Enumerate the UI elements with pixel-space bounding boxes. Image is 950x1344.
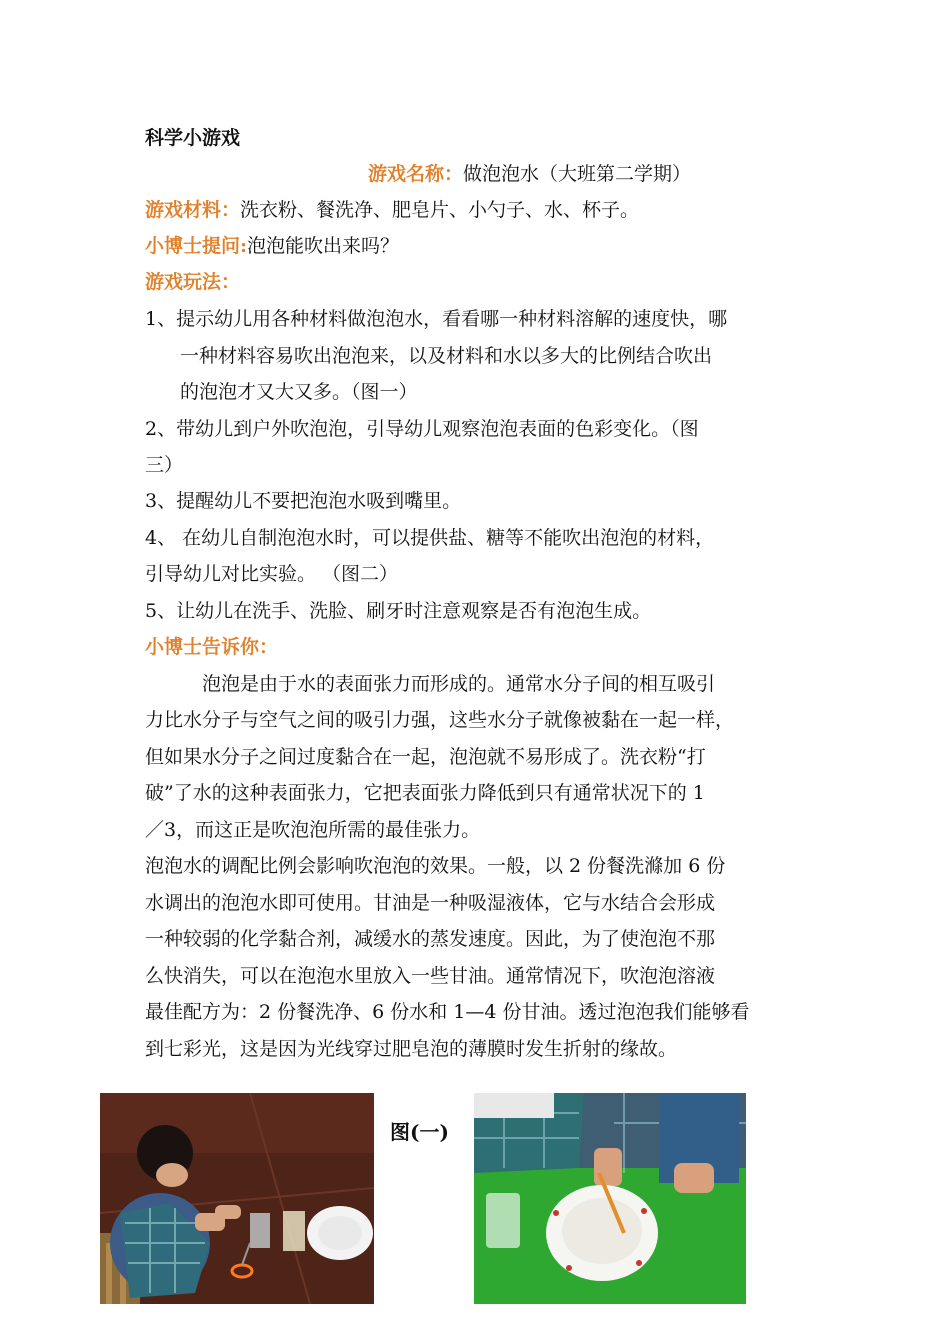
paragraph-line: 泡泡是由于水的表面张力而形成的。通常水分子间的相互吸引 [202, 673, 716, 695]
paragraph-line: 到七彩光，这是因为光线穿过肥皂泡的薄膜时发生折射的缘故。 [145, 1038, 678, 1060]
step-line: 1、提示幼儿用各种材料做泡泡水，看看哪一种材料溶解的速度快，哪 [145, 308, 728, 330]
step-line: 2、带幼儿到户外吹泡泡，引导幼儿观察泡泡表面的色彩变化。（图 [145, 418, 699, 440]
paragraph-line: 一种较弱的化学黏合剂，减缓水的蒸发速度。因此，为了使泡泡不那 [145, 928, 716, 950]
materials-value: 洗衣粉、餐洗净、肥皂片、小勺子、水、杯子。 [240, 199, 640, 221]
paragraph-line: 泡泡水的调配比例会影响吹泡泡的效果。一般，以 2 份餐洗滌加 6 份 [145, 855, 726, 877]
paragraph-line: 力比水分子与空气之间的吸引力强，这些水分子就像被黏在一起一样， [145, 709, 735, 731]
paragraph-line: 么快消失，可以在泡泡水里放入一些甘油。通常情况下，吹泡泡溶液 [145, 965, 716, 987]
step-line: 5、让幼儿在洗手、洗脸、刷牙时注意观察是否有泡泡生成。 [145, 600, 652, 622]
photo-green-table [474, 1093, 746, 1304]
step-line: 4、 在幼儿自制泡泡水时，可以提供盐、糖等不能吹出泡泡的材料， [145, 527, 715, 549]
paragraph-line: ／3，而这正是吹泡泡所需的最佳张力。 [145, 819, 481, 841]
play-label: 游戏玩法： [145, 271, 241, 293]
tell-label: 小博士告诉你： [145, 636, 279, 658]
photo-child-on-floor [100, 1093, 374, 1304]
game-name-value: 做泡泡水（大班第二学期） [463, 163, 692, 185]
paragraph-line: 破”了水的这种表面张力，它把表面张力降低到只有通常状况下的 1 [145, 782, 705, 804]
figure-caption: 图(一) [390, 1120, 449, 1144]
paragraph-line: 但如果水分子之间过度黏合在一起，泡泡就不易形成了。洗衣粉“打 [145, 746, 706, 768]
paragraph-line: 水调出的泡泡水即可使用。甘油是一种吸湿液体，它与水结合会形成 [145, 892, 716, 914]
question-value: 泡泡能吹出来吗？ [247, 235, 400, 257]
question-label: 小博士提问: [145, 235, 248, 257]
materials-label: 游戏材料： [145, 199, 241, 221]
step-line: 三） [145, 454, 184, 476]
step-line: 引导幼儿对比实验。 （图二） [145, 563, 399, 585]
game-name-row [368, 162, 691, 186]
page-heading: 科学小游戏 [145, 127, 241, 149]
paragraph-line: 最佳配方为：2 份餐洗净、6 份水和 1—4 份甘油。透过泡泡我们能够看 [145, 1001, 750, 1023]
step-line: 3、提醒幼儿不要把泡泡水吸到嘴里。 [145, 490, 462, 512]
step-line: 一种材料容易吹出泡泡来，以及材料和水以多大的比例结合吹出 [180, 345, 713, 367]
game-name-label: 游戏名称： [368, 163, 464, 185]
step-line: 的泡泡才又大又多。（图一） [180, 381, 418, 403]
materials-row [145, 198, 639, 222]
question-row [145, 234, 399, 258]
